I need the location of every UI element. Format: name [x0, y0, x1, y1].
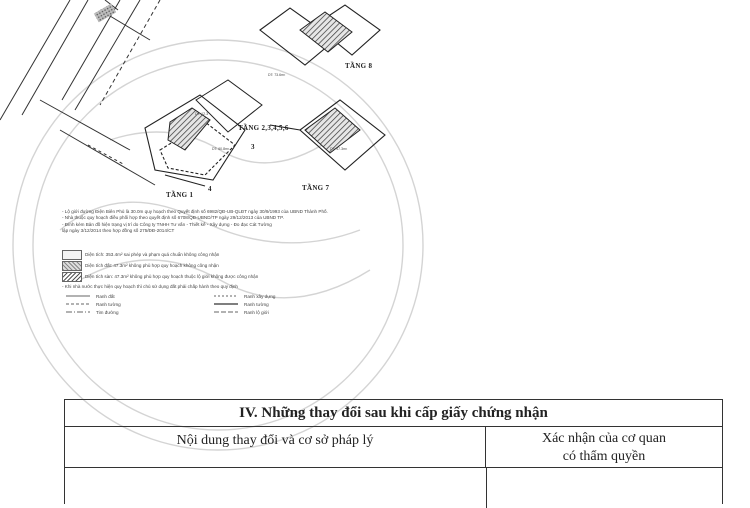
table-cell-confirmation[interactable] — [487, 468, 722, 508]
corner-number: 3 — [251, 143, 255, 151]
table-title: IV. Những thay đổi sau khi cấp giấy chứng nhận — [65, 400, 722, 427]
note-line: - Đính kèm Bản đồ hiện trạng vị trí do Công ty TNHH Tư vấn - Thiết kế - Xây dựng - Đo đạc Cát Tường — [62, 221, 272, 227]
note-line: - Lộ giới đường Điện Biên Phủ là 30.0m quy hoạch theo Quyết định số 6982/QĐ-UB-QLĐT ngày 30/9/1993 của UBND Thành Phố. — [62, 209, 328, 214]
watermark-seal — [13, 40, 423, 450]
table-cell-change[interactable] — [65, 468, 487, 508]
svg-text:DT: 12.3: DT: 12.3 — [195, 112, 209, 116]
note-line: lập ngày 3/12/2014 theo hợp đồng số 275/ĐĐ-2014/CT — [62, 228, 175, 234]
line-legend-label: Ranh đất — [96, 294, 115, 299]
line-legend-label: Tim đường — [96, 310, 119, 315]
line-legend-label: Ranh xây dựng — [244, 294, 276, 299]
header-authority-confirmation: Xác nhận của cơ quan có thẩm quyền — [541, 431, 666, 464]
corner-number: 4 — [208, 185, 212, 193]
note-line: - Nhà thuộc quy hoạch điều phối hợp theo quyết định số 6708/QĐ-UBND/TP ngày 29/12/2013 của UBND TP. — [62, 215, 284, 221]
legend-swatch-plain — [62, 250, 82, 260]
svg-text:DT: 60.8m²: DT: 60.8m² — [212, 147, 230, 151]
svg-text:DT: 73.6m²: DT: 73.6m² — [268, 73, 286, 77]
changes-table — [64, 399, 723, 504]
table-row — [65, 468, 722, 508]
table-header-row — [65, 427, 722, 468]
line-legend-label: Ranh lộ giới — [244, 310, 269, 315]
legend-item: Diện tích đất: 47.3m² không phù hợp quy hoạch không công nhận — [62, 261, 219, 271]
floor-label-2-6: TẦNG 2,3,4,5,6 — [238, 124, 289, 132]
floor-label-1: TẦNG 1 — [166, 191, 194, 199]
line-legend-label: Ranh tường — [96, 302, 121, 307]
legend-swatch-hatched — [62, 272, 82, 282]
floor-label-7: TẦNG 7 — [302, 184, 330, 192]
legend-item: Diện tích: 353.4m² sai phép và phạm quá chuẩn không công nhận — [62, 250, 219, 260]
legend-swatch-dotted — [62, 261, 82, 271]
planning-notes — [62, 209, 362, 235]
line-legend-label: Ranh tường — [244, 302, 269, 307]
legend-item: Diện tích sàn: 47.3m² không phù hợp quy hoạch thuộc lộ giới không được công nhận — [62, 272, 258, 282]
svg-text:DT: 47.3m²: DT: 47.3m² — [330, 147, 348, 151]
note-after-legend: - Khi nhà nước thực hiện quy hoạch thì chủ sử dụng đất phải chấp hành theo quy định — [62, 284, 238, 289]
floor-label-8: TẦNG 8 — [345, 62, 373, 70]
header-change-content: Nội dung thay đổi và cơ sở pháp lý — [65, 427, 486, 467]
parcel-floor1 — [145, 95, 245, 186]
